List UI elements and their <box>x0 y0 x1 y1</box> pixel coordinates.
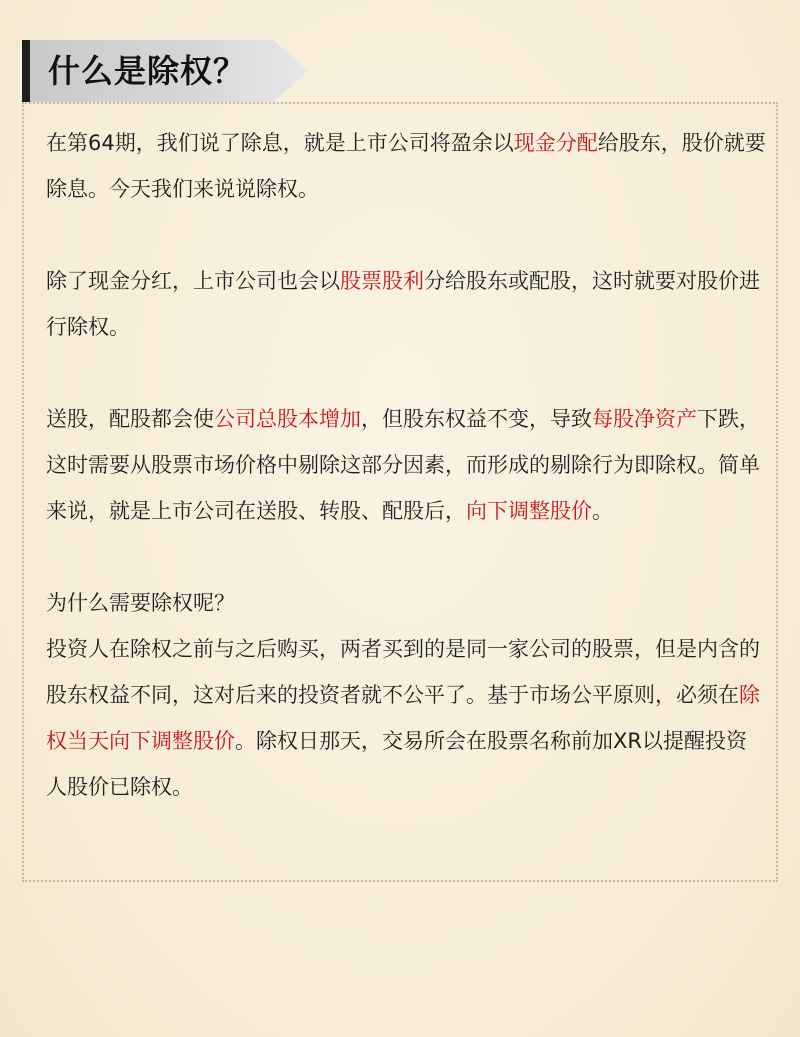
highlighted-text: 每股净资产 <box>592 407 697 431</box>
body-text: 下跌，这时需要从股票市场价格中剔除这部分因素，而形成的剔除行为即除权。简单来说，就是上市公司在送股、转股、配股后， <box>46 407 760 523</box>
paragraph-why-answer <box>46 626 766 810</box>
highlighted-text: 除权当天向下调整股价 <box>46 683 760 753</box>
body-text: 。 <box>592 499 613 523</box>
body-text: 除了现金分红，上市公司也会以 <box>46 269 340 293</box>
page-title: 什么是除权？ <box>48 52 247 90</box>
highlighted-text: 股票股利 <box>340 269 424 293</box>
highlighted-text: 向下调整股价 <box>466 499 592 523</box>
body-text: ，但股东权益不变，导致 <box>361 407 592 431</box>
body-text: 在第64期，我们说了除息，就是上市公司将盈余以 <box>46 131 514 155</box>
paragraph-ex-dividend-intro <box>46 120 766 212</box>
title-banner <box>22 40 308 102</box>
body-text: 给股东，股价就要除息。今天我们来说说除权。 <box>46 131 766 201</box>
article-body <box>46 120 766 810</box>
paragraph-ex-rights-definition <box>46 396 766 534</box>
paragraph-why-question <box>46 580 766 626</box>
body-text: 。除权日那天，交易所会在股票名称前加XR以提醒投资人股价已除权。 <box>46 729 747 799</box>
body-text: 送股，配股都会使 <box>46 407 214 431</box>
paragraph-stock-dividend <box>46 258 766 350</box>
body-text: 投资人在除权之前与之后购买，两者买到的是同一家公司的股票，但是内含的股东权益不同，这对后来的投资者就不公平了。基于市场公平原则，必须在 <box>46 637 760 707</box>
body-text: 为什么需要除权呢？ <box>46 591 235 615</box>
highlighted-text: 公司总股本增加 <box>214 407 361 431</box>
highlighted-text: 现金分配 <box>513 131 598 155</box>
title-accent-bar <box>22 40 30 102</box>
body-text: 分给股东或配股，这时就要对股价进行除权。 <box>46 269 760 339</box>
